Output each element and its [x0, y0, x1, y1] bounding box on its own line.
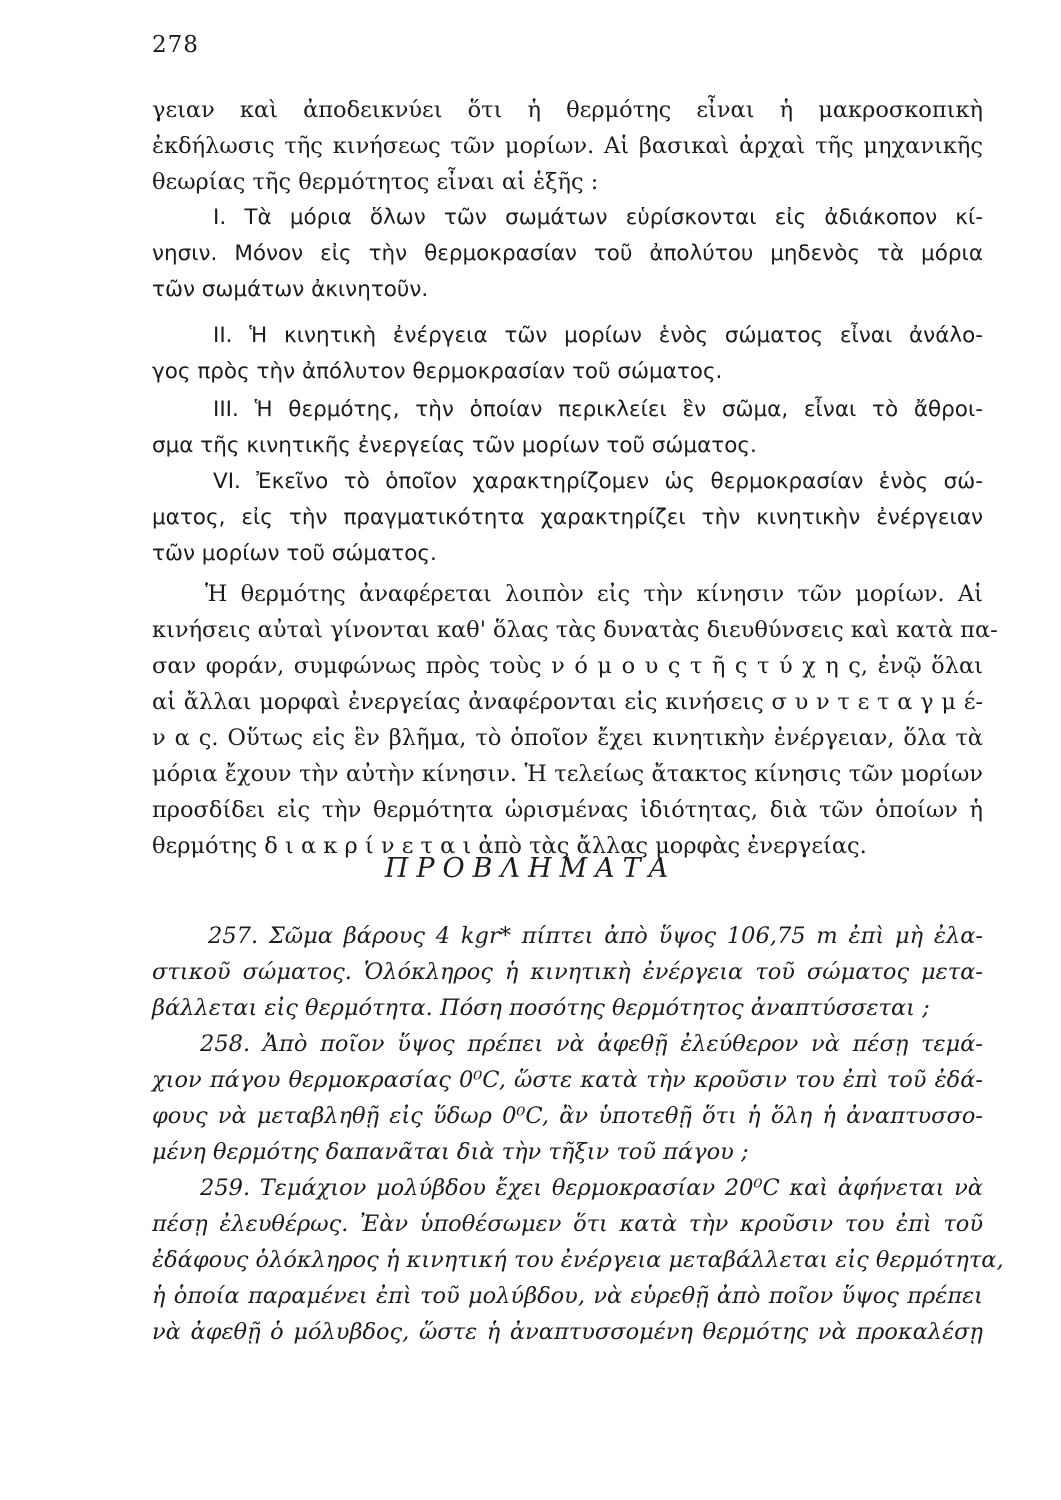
principle-line: νησιν. Μόνον εἰς τὴν θερμοκρασίαν τοῦ ἀπολύτου μηδενὸς τὰ μόρια — [152, 241, 983, 266]
problem-line: χιον πάγου θερμοκρασίας 0⁰C, ὥστε κατὰ τὴν κροῦσιν του ἐπὶ τοῦ ἐδά- — [152, 1067, 983, 1093]
body-line: σαν φοράν, συμφώνως πρὸς τοὺς ν ό μ ο υ ς τ ῆ ς τ ύ χ η ς, ἐνῷ ὅλαι — [152, 653, 983, 679]
body-line: Ἡ θερμότης ἀναφέρεται λοιπὸν εἰς τὴν κίνησιν τῶν μορίων. Αἱ — [205, 581, 983, 607]
intro-line: γειαν καὶ ἀποδεικνύει ὅτι ἡ θερμότης εἶναι ἡ μακροσκοπικὴ — [152, 97, 983, 123]
problem-line: βάλλεται εἰς θερμότητα. Πόση ποσότης θερμότητος ἀναπτύσσεται ; — [152, 995, 930, 1021]
principle-line: VI. Ἐκεῖνο τὸ ὁποῖον χαρακτηρίζομεν ὡς θερμοκρασίαν ἑνὸς σώ- — [213, 469, 983, 494]
intro-line: θεωρίας τῆς θερμότητος εἶναι αἱ ἑξῆς : — [152, 169, 599, 195]
problem-line: 259. Τεμάχιον μολύβδου ἔχει θερμοκρασίαν 20⁰C καὶ ἀφήνεται νὰ — [200, 1175, 983, 1201]
principle-line: I. Τὰ μόρια ὅλων τῶν σωμάτων εὑρίσκονται εἰς ἀδιάκοπον κί- — [213, 205, 983, 230]
problem-line: στικοῦ σώματος. Ὁλόκληρος ἡ κινητικὴ ἐνέργεια τοῦ σώματος μετα- — [152, 959, 983, 985]
page-number: 278 — [152, 32, 199, 58]
body-line: αἱ ἄλλαι μορφαὶ ἐνεργείας ἀναφέρονται εἰς κινήσεις σ υ ν τ ε τ α γ μ έ- — [152, 689, 983, 715]
principle-line: τῶν σωμάτων ἀκινητοῦν. — [152, 277, 429, 302]
intro-line: ἐκδήλωσις τῆς κινήσεως τῶν μορίων. Αἱ βασικαὶ ἀρχαὶ τῆς μηχανικῆς — [152, 133, 983, 159]
body-line: μόρια ἔχουν τὴν αὐτὴν κίνησιν. Ἡ τελείως ἄτακτος κίνησις τῶν μορίων — [152, 761, 983, 787]
principle-line: γος πρὸς τὴν ἀπόλυτον θερμοκρασίαν τοῦ σώματος. — [152, 359, 723, 384]
section-heading: ΠΡΟΒΛΗΜΑΤΑ — [384, 853, 677, 884]
body-line: προσδίδει εἰς τὴν θερμότητα ὡρισμένας ἰδιότητας, διὰ τῶν ὁποίων ἡ — [152, 797, 983, 823]
principle-line: σμα τῆς κινητικῆς ἐνεργείας τῶν μορίων τοῦ σώματος. — [152, 433, 757, 458]
body-line: θερμότης δ ι α κ ρ ί ν ε τ α ι ἀπὸ τὰς ἄλλας μορφὰς ἐνεργείας. — [152, 833, 867, 859]
problem-line: πέσῃ ἐλευθέρως. Ἐὰν ὑποθέσωμεν ὅτι κατὰ τὴν κροῦσιν του ἐπὶ τοῦ — [152, 1211, 983, 1237]
problem-line: μένη θερμότης δαπανᾶται διὰ τὴν τῆξιν τοῦ πάγου ; — [152, 1139, 749, 1165]
principle-line: II. Ἡ κινητικὴ ἐνέργεια τῶν μορίων ἑνὸς σώματος εἶναι ἀνάλο- — [213, 323, 983, 348]
body-line: ν α ς. Οὕτως εἰς ἓν βλῆμα, τὸ ὁποῖον ἔχει κινητικὴν ἐνέργειαν, ὅλα τὰ — [152, 725, 983, 751]
principle-line: τῶν μορίων τοῦ σώματος. — [152, 541, 437, 566]
principle-line: ματος, εἰς τὴν πραγματικότητα χαρακτηρίζει τὴν κινητικὴν ἐνέργειαν — [152, 505, 983, 530]
problem-line: νὰ ἀφεθῇ ὁ μόλυβδος, ὥστε ἡ ἀναπτυσσομένη θερμότης νὰ προκαλέσῃ — [152, 1319, 983, 1345]
body-line: κινήσεις αὐταὶ γίνονται καθ' ὅλας τὰς δυνατὰς διευθύνσεις καὶ κατὰ πα- — [152, 617, 998, 643]
principle-line: III. Ἡ θερμότης, τὴν ὁποίαν περικλείει ἓν σῶμα, εἶναι τὸ ἄθροι- — [213, 397, 983, 422]
problem-line: 258. Ἀπὸ ποῖον ὕψος πρέπει νὰ ἀφεθῇ ἐλεύθερον νὰ πέσῃ τεμά- — [200, 1031, 983, 1057]
problem-line: 257. Σῶμα βάρους 4 kgr* πίπτει ἀπὸ ὕψος 106,75 m ἐπὶ μὴ ἐλα- — [208, 923, 983, 949]
problem-line: ἡ ὁποία παραμένει ἐπὶ τοῦ μολύβδου, νὰ εὑρεθῇ ἀπὸ ποῖον ὕψος πρέπει — [152, 1283, 983, 1309]
problem-line: φους νὰ μεταβληθῇ εἰς ὕδωρ 0⁰C, ἂν ὑποτεθῇ ὅτι ἡ ὅλη ἡ ἀναπτυσσο- — [152, 1103, 983, 1129]
problem-line: ἐδάφους ὁλόκληρος ἡ κινητική του ἐνέργεια μεταβάλλεται εἰς θερμότητα, — [152, 1247, 1004, 1273]
